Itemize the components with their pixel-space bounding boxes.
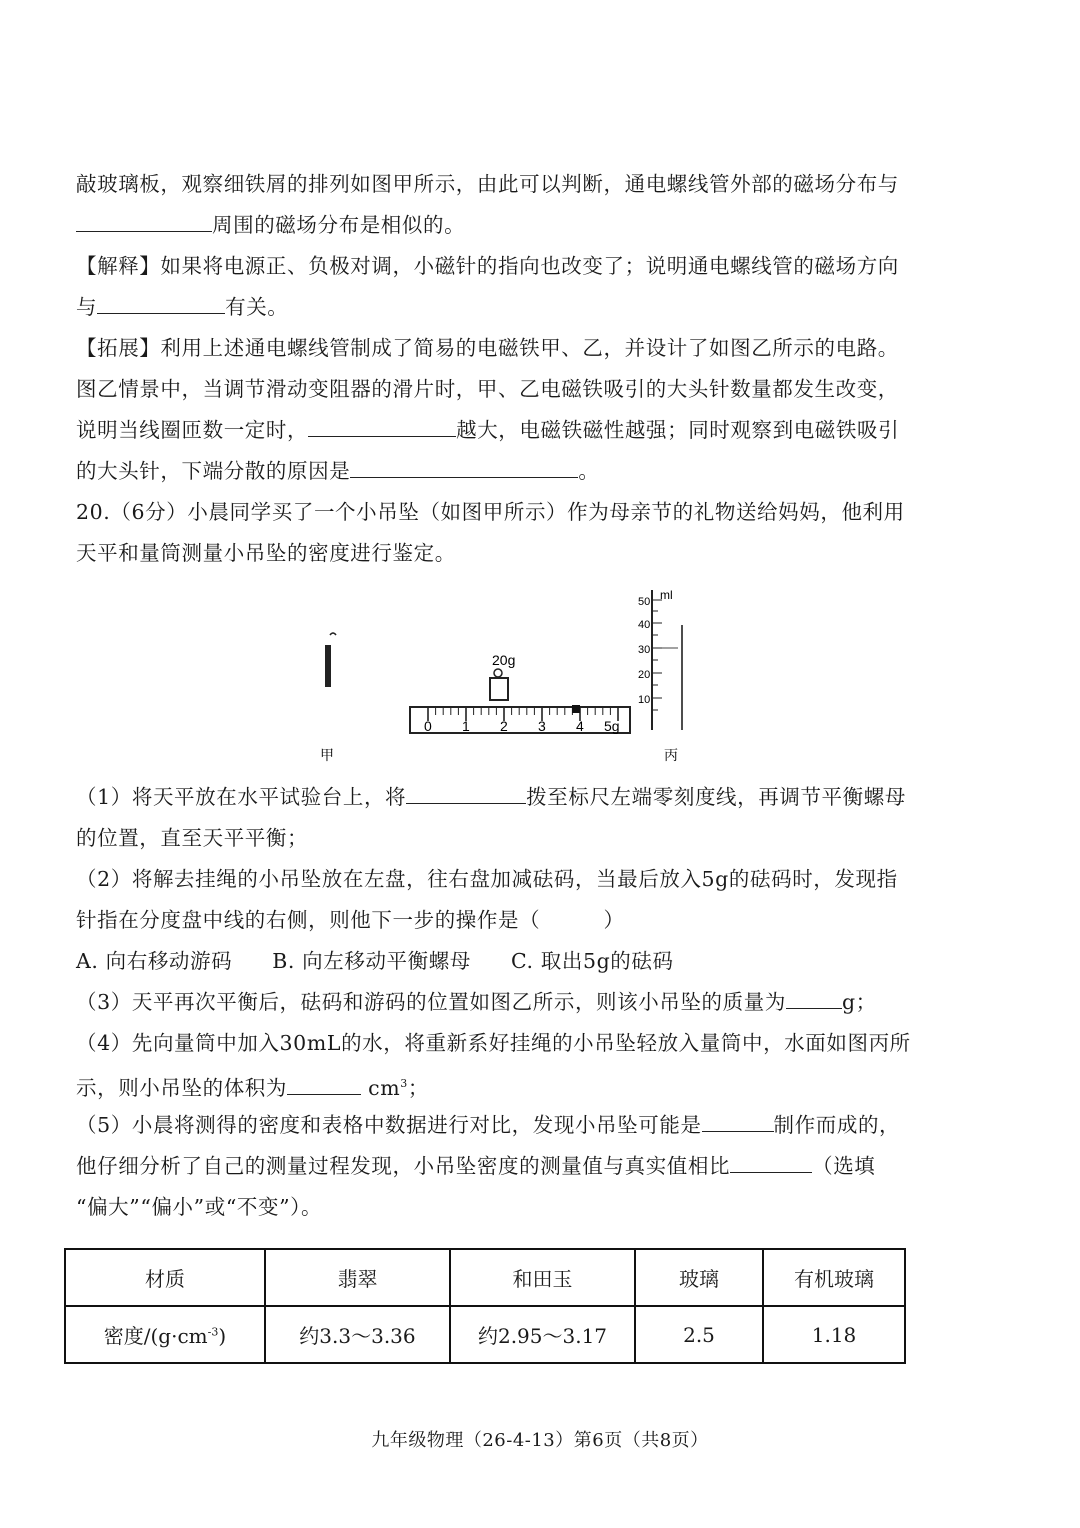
extend-line3	[76, 416, 899, 444]
answer-blank[interactable]	[406, 785, 526, 804]
extend-line3-after: 越大，电磁铁磁性越强；同时观察到电磁铁吸引	[456, 418, 900, 442]
scale-tick-3: 3	[538, 718, 546, 734]
sub1-before: （1）将天平放在水平试验台上，将	[76, 785, 407, 809]
explain-line2	[76, 293, 288, 321]
cylinder-tick-30: 30	[638, 644, 651, 656]
scale-tick-4: 4	[576, 718, 584, 734]
option-c[interactable]: C. 取出5g的砝码	[510, 949, 674, 973]
answer-blank[interactable]	[308, 418, 456, 437]
options-line	[76, 947, 674, 975]
sub3-after: g；	[841, 990, 877, 1014]
table-cell: 2.5	[635, 1306, 763, 1363]
rider-marker	[572, 705, 580, 713]
row-label-main: 密度/(g·cm	[103, 1324, 208, 1348]
row-label-sup: -3	[207, 1325, 219, 1339]
table-header: 材质	[65, 1249, 265, 1306]
density-table	[64, 1248, 906, 1364]
sub2-line2: 针指在分度盘中线的右侧，则他下一步的操作是（ ）	[76, 908, 625, 932]
sub4-line1: （4）先向量筒中加入30mL的水，将重新系好挂绳的小吊坠轻放入量筒中，水面如图丙所	[76, 1031, 911, 1055]
extend-line2: 图乙情景中，当调节滑动变阻器的滑片时，甲、乙电磁铁吸引的大头针数量都发生改变，	[76, 377, 899, 401]
explain-line2-after: 有关。	[225, 295, 289, 319]
scale-tick-0: 0	[424, 718, 432, 734]
table-cell: 1.18	[763, 1306, 905, 1363]
scale-tick-1: 1	[462, 718, 470, 734]
sub5-line2-before: 他仔细分析了自己的测量过程发现，小吊坠密度的测量值与真实值相比	[76, 1154, 731, 1178]
pendant-drawing	[325, 633, 336, 687]
page-footer: 九年级物理（26-4-13）第6页（共8页）	[371, 1430, 709, 1451]
figure-label-jia: 甲	[320, 748, 334, 764]
explain-line1: 【解释】如果将电源正、负极对调，小磁针的指向也改变了；说明通电螺线管的磁场方向	[76, 254, 899, 278]
row-label-end: )	[218, 1324, 227, 1348]
table-row	[65, 1306, 905, 1363]
cylinder-tick-20: 20	[638, 669, 651, 681]
answer-blank[interactable]	[702, 1113, 774, 1132]
weight-20g	[490, 669, 508, 700]
extend-line3-before: 说明当线圈匝数一定时，	[76, 418, 309, 442]
sub5-line3: “偏大”“偏小”或“不变”）。	[76, 1195, 323, 1219]
q20-line2: 天平和量筒测量小吊坠的密度进行鉴定。	[76, 541, 456, 565]
extend-line4	[76, 457, 599, 485]
option-a[interactable]: A. 向右移动游码	[76, 949, 233, 973]
table-cell: 约2.95～3.17	[450, 1306, 635, 1363]
scale-tick-2: 2	[500, 718, 508, 734]
para1-line2-text: 周围的磁场分布是相似的。	[212, 213, 466, 237]
q20-line1: 20.（6分）小晨同学买了一个小吊坠（如图甲所示）作为母亲节的礼物送给妈妈，他利用	[76, 500, 905, 524]
sub3-line	[76, 988, 877, 1016]
figure-label-bing: 丙	[664, 748, 678, 764]
sub4-unit-sup: 3	[400, 1077, 408, 1090]
sub5-line1-before: （5）小晨将测得的密度和表格中数据进行对比，发现小吊坠可能是	[76, 1113, 702, 1137]
sub5-line2	[76, 1152, 875, 1180]
table-header-row	[65, 1249, 905, 1306]
figure-drawing	[300, 585, 720, 770]
graduated-cylinder	[652, 590, 682, 730]
answer-blank[interactable]	[730, 1154, 812, 1173]
extend-line1: 【拓展】利用上述通电螺线管制成了简易的电磁铁甲、乙，并设计了如图乙所示的电路。	[76, 336, 899, 360]
table-header: 有机玻璃	[763, 1249, 905, 1306]
sub3-before: （3）天平再次平衡后，砝码和游码的位置如图乙所示，则该小吊坠的质量为	[76, 990, 786, 1014]
sub5-line2-after: （选填	[812, 1154, 876, 1178]
para1-line1: 敲玻璃板，观察细铁屑的排列如图甲所示，由此可以判断，通电螺线管外部的磁场分布与	[76, 172, 899, 196]
explain-line2-before: 与	[76, 295, 98, 319]
sub1-line2: 的位置，直至天平平衡；	[76, 826, 309, 850]
sub4-line2	[76, 1070, 429, 1102]
answer-blank[interactable]	[97, 295, 225, 314]
sub5-line1-after: 制作而成的，	[773, 1113, 901, 1137]
experiment-figure	[300, 585, 720, 770]
table-cell: 约3.3～3.36	[265, 1306, 450, 1363]
sub1-after: 拨至标尺左端零刻度线，再调节平衡螺母	[526, 785, 906, 809]
table-header: 玻璃	[635, 1249, 763, 1306]
cylinder-tick-10: 10	[638, 694, 651, 706]
cylinder-unit: ml	[660, 588, 673, 602]
option-b[interactable]: B. 向左移动平衡螺母	[272, 949, 471, 973]
para1-line2	[76, 211, 465, 239]
sub4-line2-after: ；	[407, 1075, 429, 1100]
sub4-line2-before: 示，则小吊坠的体积为	[76, 1075, 287, 1100]
answer-blank[interactable]	[786, 990, 842, 1009]
sub2-line1: （2）将解去挂绳的小吊坠放在左盘，往右盘加减砝码，当最后放入5g的砝码时，发现指	[76, 867, 898, 891]
table-header: 和田玉	[450, 1249, 635, 1306]
cylinder-tick-40: 40	[638, 619, 651, 631]
sub1-line1	[76, 783, 906, 811]
extend-line4-after: 。	[578, 459, 600, 483]
cylinder-tick-50: 50	[638, 596, 651, 608]
scale-tick-5: 5g	[604, 718, 620, 734]
answer-blank[interactable]	[287, 1076, 361, 1095]
answer-blank[interactable]	[350, 459, 578, 478]
extend-line4-before: 的大头针，下端分散的原因是	[76, 459, 351, 483]
answer-blank[interactable]	[76, 213, 212, 232]
table-row-label	[65, 1306, 265, 1363]
weight-label: 20g	[492, 652, 516, 668]
table-header: 翡翠	[265, 1249, 450, 1306]
sub5-line1	[76, 1111, 900, 1139]
sub4-unit: cm	[368, 1075, 401, 1100]
